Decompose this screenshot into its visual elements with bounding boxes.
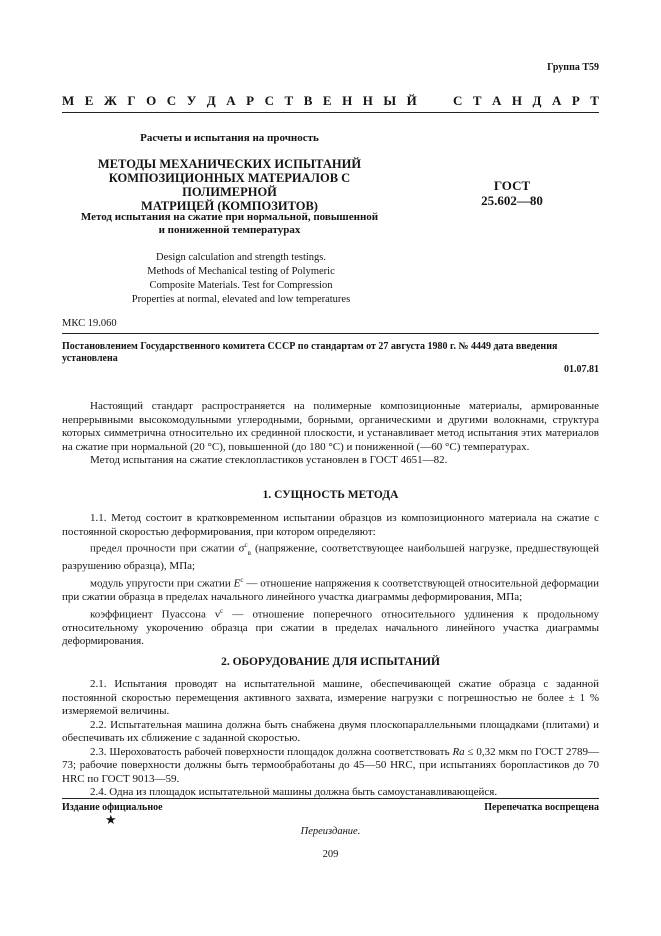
- star-icon: ★: [105, 812, 117, 827]
- banner-letter: А: [492, 93, 502, 108]
- paragraph: 2.1. Испытания проводят на испытательной машине, обеспечивающей сжатие образца с заданной постоянной скоростью перемещения активного захвата, измерение нагрузки с погрешностью не более ± 1 % измеряемой величины.: [62, 678, 599, 717]
- paragraph: 2.4. Одна из площадок испытательной машины должна быть самоустанавливающейся.: [90, 786, 498, 798]
- main-title: [62, 157, 397, 213]
- page-number: 209: [322, 849, 339, 860]
- subtitle: [62, 211, 397, 237]
- text-run: — отношение поперечного относительного удлинения к продольному относительному укорочению образца при сжатии в пределах начального линейного участка диаграммы деформирования.: [62, 608, 599, 648]
- intro-section: [62, 400, 599, 468]
- banner-letter: Е: [84, 93, 94, 108]
- banner-letter: С: [166, 93, 177, 108]
- banner-letter: С: [264, 93, 274, 108]
- official-edition-label: Издание официальное: [62, 802, 163, 813]
- reprint-note: Переиздание.: [300, 826, 361, 837]
- main-title-line: МАТРИЦЕЙ (КОМПОЗИТОВ): [141, 199, 318, 213]
- paragraph: [62, 539, 599, 574]
- banner-letter: Т: [472, 93, 482, 108]
- banner-letter: М: [62, 93, 75, 108]
- superscript: с: [220, 606, 224, 615]
- symbol: Ra: [452, 745, 465, 758]
- english-title-line: Design calculation and strength testings.: [155, 252, 326, 263]
- top-rule: [62, 112, 599, 113]
- effective-date: 01.07.81: [564, 364, 599, 375]
- banner-letter: Д: [206, 93, 216, 108]
- group-label: Группа Т59: [547, 62, 599, 73]
- paragraph: 1.1. Метод состоит в кратковременном испытании образцов из композиционного материала на сжатие с постоянной скоростью деформирования, при котором определяют:: [62, 512, 599, 538]
- text-run: коэффициент Пуассона ν: [90, 608, 221, 621]
- banner-letter: А: [226, 93, 236, 108]
- text-run: модуль упругости при сжатии: [90, 577, 234, 590]
- banner-letter: С: [453, 93, 463, 108]
- subtitle-line: Метод испытания на сжатие при нормальной, повышенной: [80, 211, 379, 223]
- banner-word-standard: [453, 93, 599, 109]
- banner-letter: У: [186, 93, 197, 108]
- section-heading: 1. СУЩНОСТЬ МЕТОДА: [262, 489, 399, 501]
- decree-text: Постановлением Государственного комитета СССР по стандартам от 27 августа 1980 г. № 4449 дата введения установлена: [62, 341, 558, 364]
- text-run: ≤ 0,32 мкм по ГОСТ 2789—73; рабочие поверхности должны быть термообработаны до 45—50 HRC, при испытаниях боропластиков до 70 HRC по ГОСТ 9013—59.: [62, 745, 599, 785]
- section1-body: [62, 512, 599, 649]
- paragraph: [62, 746, 599, 787]
- paragraph: [62, 605, 599, 649]
- banner-letter: Е: [322, 93, 332, 108]
- gost-number: 25.602—80: [481, 193, 543, 208]
- banner-letter: Ж: [103, 93, 117, 108]
- banner-letter: Ы: [383, 93, 397, 108]
- section2-body: [62, 678, 599, 800]
- text-run: (напряжение, соответствующее наибольшей нагрузке, предшествующей разрушению образца), МПа;: [62, 542, 599, 573]
- mks-code: МКС 19.060: [62, 318, 117, 329]
- gost-label: ГОСТ: [493, 178, 531, 193]
- banner-letter: Т: [284, 93, 294, 108]
- banner-letter: В: [303, 93, 313, 108]
- subtitle-line: и пониженной температурах: [158, 224, 301, 236]
- section-label: Расчеты и испытания на прочность: [140, 132, 319, 144]
- english-title-line: Composite Materials. Test for Compression: [149, 280, 333, 291]
- banner-letter: А: [551, 93, 562, 108]
- banner-letter: Й: [406, 93, 417, 108]
- intro-paragraph: Метод испытания на сжатие стеклопластиков установлен в ГОСТ 4651—82.: [90, 454, 448, 466]
- paragraph: 2.2. Испытательная машина должна быть снабжена двумя плоскопараллельными площадками (плитами) и обеспечивать их сближение с заданной скоростью.: [62, 718, 599, 744]
- mks-rule: [62, 333, 599, 334]
- banner-letter: Н: [362, 93, 373, 108]
- intro-paragraph: Настоящий стандарт распространяется на полимерные композиционные материалы, армированные непрерывными высокомодульными углеродными, борными, органическими и другими волокнами, структура которых симметрична относительно их срединной плоскости, и устанавливает метод испытания этих материалов на сжатие при нормальной (20 °С), повышенной (до 180 °С) и пониженной (—60 °С) температурах.: [62, 400, 599, 453]
- text-run: 2.3. Шероховатость рабочей поверхности площадок должна соответствовать: [90, 745, 453, 758]
- text-run: предел прочности при сжатии σ: [90, 542, 245, 555]
- banner-letter: Н: [511, 93, 523, 108]
- standard-banner: [62, 93, 599, 109]
- footer-rule: [62, 798, 599, 799]
- banner-letter: Д: [532, 93, 542, 108]
- english-title-line: Methods of Mechanical testing of Polymeric: [147, 266, 335, 277]
- banner-letter: Н: [342, 93, 353, 108]
- banner-letter: Р: [246, 93, 255, 108]
- section-heading: 2. ОБОРУДОВАНИЕ ДЛЯ ИСПЫТАНИЙ: [221, 656, 440, 668]
- main-title-line: КОМПОЗИЦИОННЫХ МАТЕРИАЛОВ С ПОЛИМЕРНОЙ: [108, 171, 351, 199]
- gost-designation: [467, 178, 557, 208]
- symbol: E: [233, 577, 241, 590]
- reprint-prohibited-label: Перепечатка воспрещена: [484, 802, 599, 813]
- text-run: — отношение напряжения к соответствующей относительной деформации при сжатии образца в пределах начального линейного участка диаграммы деформирования, МПа;: [62, 577, 600, 603]
- main-title-line: МЕТОДЫ МЕХАНИЧЕСКИХ ИСПЫТАНИЙ: [97, 157, 362, 171]
- subscript: в: [247, 548, 251, 557]
- english-title: [62, 251, 420, 307]
- banner-letter: Г: [127, 93, 136, 108]
- paragraph: [62, 574, 599, 605]
- banner-letter: Т: [590, 93, 599, 108]
- superscript: с: [244, 541, 248, 549]
- superscript: с: [240, 575, 244, 584]
- banner-letter: О: [146, 93, 157, 108]
- english-title-line: Properties at normal, elevated and low temperatures: [131, 294, 351, 305]
- banner-word-interstate: [62, 93, 417, 109]
- banner-letter: Р: [571, 93, 580, 108]
